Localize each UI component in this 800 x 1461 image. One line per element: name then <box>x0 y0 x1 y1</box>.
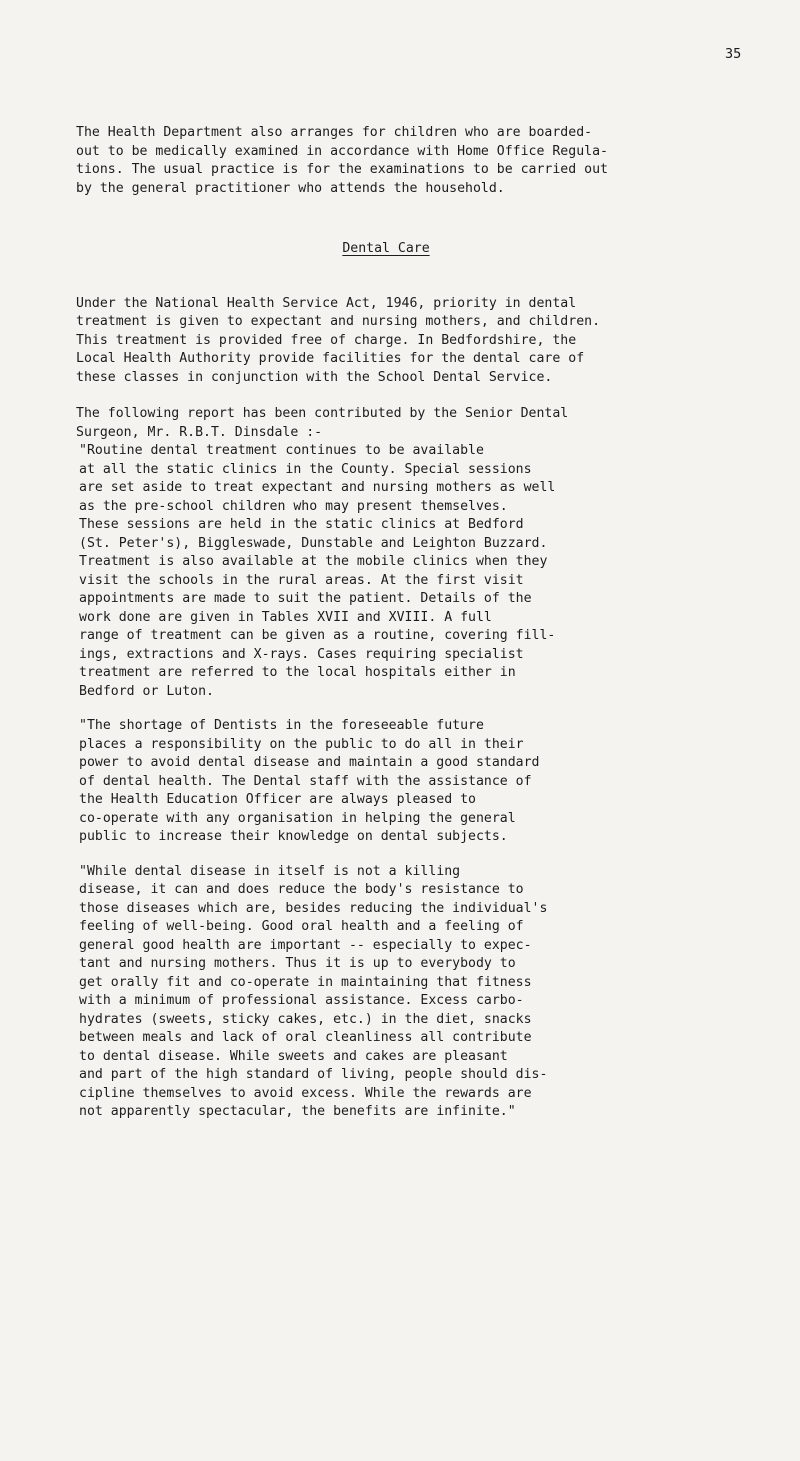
quote-paragraph: "While dental disease in itself is not a killing disease, it can and does reduce the body's resistance to those diseases which are, besides reducing the individual's feeling of well-being. Good oral health and a feeling of general good health are important -- especially to expec- tant and nursing mothers. Thus it is up to everybody to get orally fit and co-operate in maintaining that fitness with a minimum of professional assistance. Excess carbo- hydrates (sweets, sticky cakes, etc.) in the diet, snacks between meals and lack of oral cleanliness all contribute to dental disease. While sweets and cakes are pleasant and part of the high standard of living, people should dis- cipline themselves to avoid excess. While the rewards are not apparently spectacular, the benefits are infinite." <box>79 863 548 1119</box>
dental-report-quote <box>79 442 726 1122</box>
quote-paragraph: "The shortage of Dentists in the foreseeable future places a responsibility on the public to do all in their power to avoid dental disease and maintain a good standard of dental health. The Dental staff with the assistance of the Health Education Officer are always pleased to co-operate with any organisation in helping the general public to increase their knowledge on dental subjects. <box>79 718 540 844</box>
quote-paragraph: "Routine dental treatment continues to be available at all the static clinics in the County. Special sessions are set aside to treat expectant and nursing mothers as well as the pre-school children who may present themselves. These sessions are held in the static clinics at Bedford (St. Peter's), Biggleswade, Dunstable and Leighton Buzzard. Treatment is also available at the mobile clinics when they visit the schools in the rural areas. At the first visit appointments are made to suit the patient. Details of the work done are given in Tables XVII and XVIII. A full range of treatment can be given as a routine, covering fill- ings, extractions and X-rays. Cases requiring specialist treatment are referred to the local hospitals either in Bedford or Luton. <box>79 443 556 699</box>
paragraph-nhs-act: Under the National Health Service Act, 1946, priority in dental treatment is given to expectant and nursing mothers, and children. This treatment is provided free of charge. In Bedfordshire, the Local Health Authority provide facilities for the dental care of these classes in conjunction with the School Dental Service. <box>76 295 601 385</box>
page-number: 35 <box>725 46 742 62</box>
section-heading-text: Dental Care <box>342 241 430 256</box>
page-body <box>76 124 726 1122</box>
paragraph-boarded-out: The Health Department also arranges for children who are boarded- out to be medically examined in accordance with Home Office Regula- tions. The usual practice is for the examinations to be carried out by the general practitioner who attends the household. <box>76 125 608 196</box>
paragraph-report-intro: The following report has been contributed by the Senior Dental Surgeon, Mr. R.B.T. Dinsdale :- <box>76 406 569 440</box>
section-heading <box>76 240 726 259</box>
